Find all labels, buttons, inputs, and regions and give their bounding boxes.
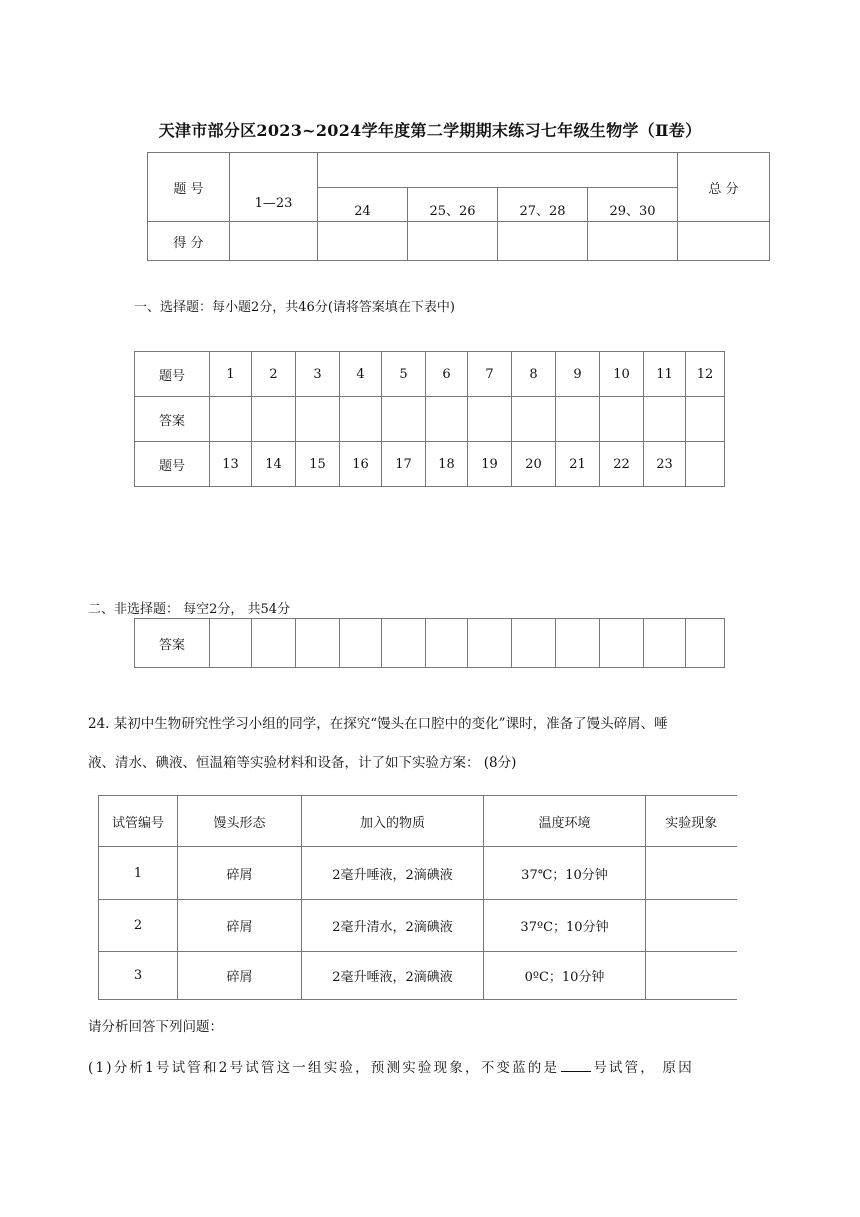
question-number: 8 — [512, 352, 556, 397]
score-col-5: 29、30 — [588, 188, 678, 222]
question-number: 16 — [340, 442, 382, 487]
score-label-number: 题 号 — [148, 153, 230, 222]
question-number: 6 — [426, 352, 468, 397]
answer-cell[interactable] — [600, 619, 644, 668]
table-cell: 碎屑 — [178, 847, 302, 900]
row-label-number: 题号 — [135, 352, 210, 397]
question-number: 10 — [600, 352, 644, 397]
q24-line2: 液、清水、碘液、恒温箱等实验材料和设备，计了如下实验方案： (8分) — [88, 755, 517, 771]
answer-cell[interactable] — [468, 397, 512, 442]
header-phenomenon: 实验现象 — [646, 796, 737, 847]
answer-cell[interactable] — [252, 619, 296, 668]
answer-cell[interactable] — [600, 397, 644, 442]
choice-answer-table — [134, 351, 725, 487]
answer-cell[interactable] — [210, 619, 252, 668]
answer-cell[interactable] — [426, 619, 468, 668]
answer-blank[interactable] — [561, 1057, 591, 1072]
score-col-2: 24 — [318, 188, 408, 222]
table-cell: 37ºC；10分钟 — [484, 900, 646, 952]
question-number: 19 — [468, 442, 512, 487]
phenomenon-cell[interactable] — [646, 900, 737, 952]
answer-cell[interactable] — [468, 619, 512, 668]
answer-cell[interactable] — [644, 619, 686, 668]
answer-cell[interactable] — [252, 397, 296, 442]
q1-text-part1: (1)分析1号试管和2号试管这一组实验，预测实验现象，不变蓝的是 — [88, 1060, 560, 1076]
question-number: 20 — [512, 442, 556, 487]
row-label-answer: 答案 — [135, 619, 210, 668]
score-cell[interactable] — [318, 222, 408, 261]
question-number: 15 — [296, 442, 340, 487]
table-cell: 2 — [99, 900, 178, 952]
question-number: 2 — [252, 352, 296, 397]
table-cell: 2毫升唾液，2滴碘液 — [302, 847, 484, 900]
answer-cell[interactable] — [556, 619, 600, 668]
score-cell[interactable] — [588, 222, 678, 261]
header-bread-form: 馒头形态 — [178, 796, 302, 847]
phenomenon-cell[interactable] — [646, 952, 737, 1000]
question-number: 7 — [468, 352, 512, 397]
question-number: 17 — [382, 442, 426, 487]
section2-heading: 二、非选择题： 每空2分， 共54分 — [88, 602, 291, 617]
score-col-3: 25、26 — [408, 188, 498, 222]
answer-cell[interactable] — [340, 619, 382, 668]
q1-text-part2: 号试管， 原因 — [593, 1060, 694, 1076]
analysis-question-1 — [88, 1057, 788, 1078]
score-col-4: 27、28 — [498, 188, 588, 222]
question-number: 23 — [644, 442, 686, 487]
answer-cell[interactable] — [382, 619, 426, 668]
phenomenon-cell[interactable] — [646, 847, 737, 900]
question-number: 3 — [296, 352, 340, 397]
question-number: 13 — [210, 442, 252, 487]
answer-row-table — [134, 618, 725, 668]
header-temperature: 温度环境 — [484, 796, 646, 847]
score-summary-table — [147, 152, 770, 261]
row-label-number: 题号 — [135, 442, 210, 487]
answer-cell[interactable] — [686, 619, 725, 668]
question-number: 22 — [600, 442, 644, 487]
table-cell: 碎屑 — [178, 900, 302, 952]
answer-cell[interactable] — [686, 397, 725, 442]
question-number: 5 — [382, 352, 426, 397]
question-number: 21 — [556, 442, 600, 487]
q24-line1: 24. 某初中生物研究性学习小组的同学，在探究“馒头在口腔中的变化”课时，准备了馒头碎屑、唾 — [88, 716, 668, 732]
answer-cell[interactable] — [512, 619, 556, 668]
score-total-cell[interactable] — [678, 222, 770, 261]
score-cell[interactable] — [230, 222, 318, 261]
question-number: 1 — [210, 352, 252, 397]
question-number: 14 — [252, 442, 296, 487]
table-cell: 0ºC；10分钟 — [484, 952, 646, 1000]
answer-cell[interactable] — [210, 397, 252, 442]
table-cell: 2毫升唾液，2滴碘液 — [302, 952, 484, 1000]
page-title: 天津市部分区2023~2024学年度第二学期期末练习七年级生物学（Ⅱ卷） — [158, 121, 702, 140]
score-label-total: 总 分 — [678, 153, 770, 222]
question-number: 4 — [340, 352, 382, 397]
question-number: 12 — [686, 352, 725, 397]
table-cell: 碎屑 — [178, 952, 302, 1000]
answer-cell[interactable] — [296, 397, 340, 442]
question-number: 18 — [426, 442, 468, 487]
table-cell: 37℃；10分钟 — [484, 847, 646, 900]
question-number: 9 — [556, 352, 600, 397]
question-number: 11 — [644, 352, 686, 397]
score-cell[interactable] — [498, 222, 588, 261]
experiment-table — [98, 795, 737, 1000]
answer-cell[interactable] — [340, 397, 382, 442]
answer-cell[interactable] — [382, 397, 426, 442]
answer-cell[interactable] — [426, 397, 468, 442]
score-label-score: 得 分 — [148, 222, 230, 261]
answer-cell[interactable] — [296, 619, 340, 668]
header-tube-number: 试管编号 — [99, 796, 178, 847]
header-added-substance: 加入的物质 — [302, 796, 484, 847]
score-col-1: 1—23 — [230, 188, 318, 222]
answer-cell[interactable] — [644, 397, 686, 442]
table-cell: 2毫升清水，2滴碘液 — [302, 900, 484, 952]
analysis-prompt: 请分析回答下列问题： — [88, 1019, 223, 1035]
answer-cell[interactable] — [512, 397, 556, 442]
table-cell: 3 — [99, 952, 178, 1000]
section1-heading: 一、选择题：每小题2分，共46分(请将答案填在下表中) — [134, 300, 455, 315]
answer-cell[interactable] — [556, 397, 600, 442]
question-number — [686, 442, 725, 487]
score-cell[interactable] — [408, 222, 498, 261]
table-cell: 1 — [99, 847, 178, 900]
row-label-answer: 答案 — [135, 397, 210, 442]
